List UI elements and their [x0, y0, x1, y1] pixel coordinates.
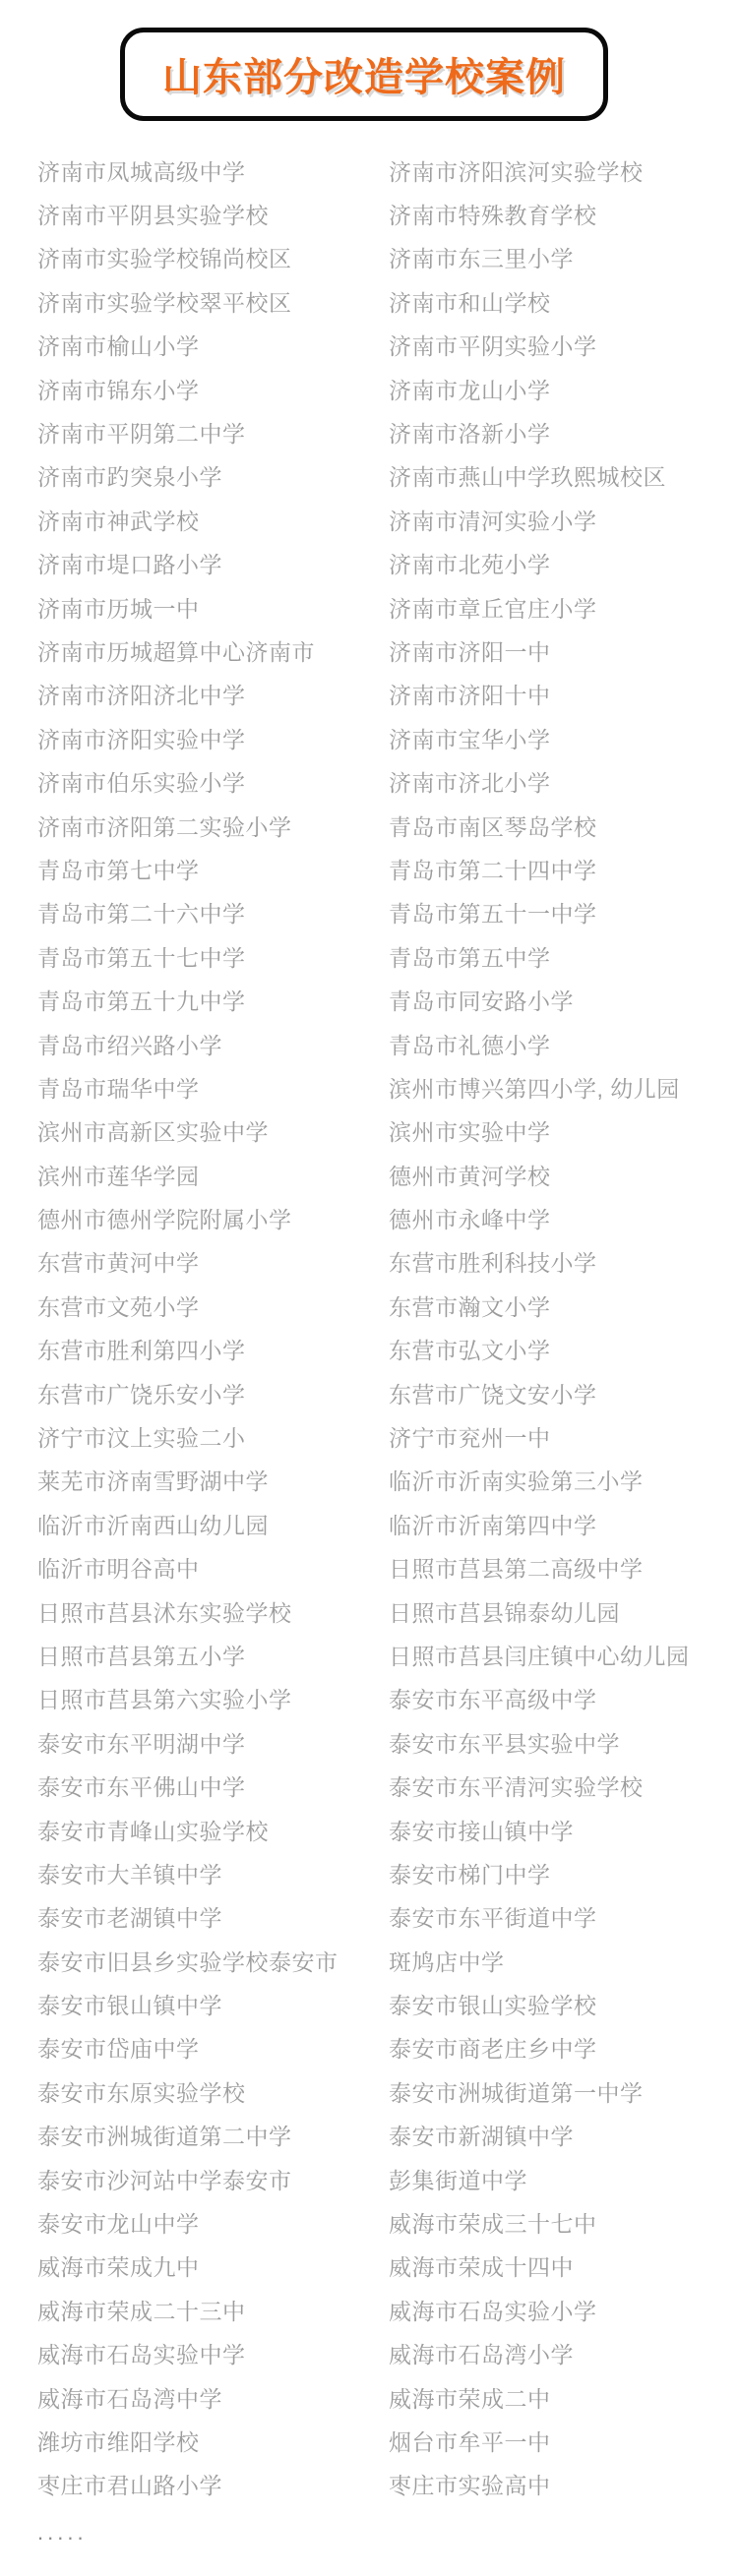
- school-name: 东营市文苑小学: [37, 1293, 200, 1320]
- school-name: 济南市平阴实验小学: [389, 333, 597, 360]
- school-name: 泰安市岱庙中学: [37, 2036, 200, 2063]
- school-name: 威海市荣成二十三中: [37, 2298, 246, 2324]
- school-name: 临沂市明谷高中: [37, 1556, 200, 1583]
- school-name: 日照市莒县闫庄镇中心幼儿园: [389, 1643, 690, 1669]
- school-name: 泰安市东平明湖中学: [37, 1730, 246, 1757]
- school-name: 济南市济阳济北中学: [37, 683, 246, 709]
- ellipsis-more-indicator: .....: [37, 2520, 88, 2546]
- school-name: 泰安市青峰山实验学校: [37, 1818, 269, 1844]
- school-name: 烟台市牟平一中: [389, 2429, 551, 2455]
- school-name: 青岛市第五中学: [389, 944, 551, 971]
- school-name: 威海市荣成二中: [389, 2385, 551, 2412]
- school-name: 青岛市第二十四中学: [389, 857, 597, 883]
- page-title: 山东部分改造学校案例: [162, 56, 566, 99]
- school-name: 泰安市东平清河实验学校: [389, 1774, 644, 1801]
- school-name: 德州市德州学院附属小学: [37, 1207, 292, 1233]
- school-name: 东营市弘文小学: [389, 1338, 551, 1364]
- school-name: 济南市神武学校: [37, 508, 200, 534]
- school-name: 东营市广饶文安小学: [389, 1381, 597, 1408]
- school-name: 泰安市梯门中学: [389, 1861, 551, 1887]
- school-name: 济南市洛新小学: [389, 421, 551, 448]
- school-name: 济南市和山学校: [389, 289, 551, 316]
- school-name: 济南市实验学校锦尚校区: [37, 246, 292, 272]
- school-name: 日照市莒县第六实验小学: [37, 1687, 292, 1713]
- school-name: 济南市燕山中学玖熙城校区: [389, 464, 666, 491]
- school-name: 威海市石岛实验中学: [37, 2342, 246, 2368]
- school-name: 泰安市商老庄乡中学: [389, 2036, 597, 2063]
- school-name: 济宁市兖州一中: [389, 1425, 551, 1452]
- school-name: 济南市济阳十中: [389, 683, 551, 709]
- school-name: 济南市历城一中: [37, 595, 200, 622]
- school-name: 东营市广饶乐安小学: [37, 1381, 246, 1408]
- school-name: 威海市荣成九中: [37, 2254, 200, 2281]
- school-name: 威海市石岛湾小学: [389, 2342, 574, 2368]
- school-name: 东营市瀚文小学: [389, 1293, 551, 1320]
- school-list-left-column: [37, 149, 389, 2506]
- school-name: 泰安市旧县乡实验学校泰安市: [37, 1948, 338, 1975]
- school-name: 泰安市东平佛山中学: [37, 1774, 246, 1801]
- school-name: 滨州市莲华学园: [37, 1163, 200, 1189]
- school-name: 济南市伯乐实验小学: [37, 770, 246, 797]
- school-name: 青岛市绍兴路小学: [37, 1032, 222, 1058]
- school-name: 泰安市东平高级中学: [389, 1687, 597, 1713]
- school-list: [0, 149, 738, 2506]
- school-name: 临沂市沂南西山幼儿园: [37, 1512, 269, 1538]
- title-box: [120, 28, 608, 121]
- school-name: 日照市莒县第二高级中学: [389, 1556, 644, 1583]
- school-name: 济南市平阴县实验学校: [37, 203, 269, 229]
- school-name: 东营市黄河中学: [37, 1250, 200, 1277]
- school-name: 泰安市大羊镇中学: [37, 1861, 222, 1887]
- school-name: 枣庄市君山路小学: [37, 2473, 222, 2499]
- school-name: 东营市胜利第四小学: [37, 1338, 246, 1364]
- school-name: 泰安市银山镇中学: [37, 1993, 222, 2019]
- school-name: 济南市章丘官庄小学: [389, 595, 597, 622]
- school-name: 济南市实验学校翠平校区: [37, 289, 292, 316]
- school-name: 济南市清河实验小学: [389, 508, 597, 534]
- school-name: 济南市龙山小学: [389, 377, 551, 403]
- school-name: 济南市北苑小学: [389, 552, 551, 578]
- school-name: 济南市趵突泉小学: [37, 464, 222, 491]
- school-name: 青岛市南区琴岛学校: [389, 813, 597, 840]
- school-name: 威海市荣成十四中: [389, 2254, 574, 2281]
- school-name: 泰安市新湖镇中学: [389, 2124, 574, 2150]
- school-name: 威海市石岛实验小学: [389, 2298, 597, 2324]
- school-name: 德州市永峰中学: [389, 1207, 551, 1233]
- school-name: 滨州市博兴第四小学, 幼儿园: [389, 1075, 680, 1102]
- school-name: 莱芜市济南雪野湖中学: [37, 1468, 269, 1495]
- school-name: 济南市榆山小学: [37, 333, 200, 360]
- school-name: 青岛市瑞华中学: [37, 1075, 200, 1102]
- school-name: 日照市莒县锦泰幼儿园: [389, 1599, 620, 1626]
- school-name: 青岛市礼德小学: [389, 1032, 551, 1058]
- school-name: 济南市特殊教育学校: [389, 203, 597, 229]
- school-name: 济南市宝华小学: [389, 726, 551, 752]
- school-name: 青岛市第五十一中学: [389, 901, 597, 928]
- school-name: 泰安市老湖镇中学: [37, 1905, 222, 1932]
- school-name: 日照市莒县沭东实验学校: [37, 1599, 292, 1626]
- school-name: 滨州市高新区实验中学: [37, 1119, 269, 1146]
- school-name: 斑鸠店中学: [389, 1948, 505, 1975]
- school-name: 泰安市银山实验学校: [389, 1993, 597, 2019]
- school-name: 泰安市东平县实验中学: [389, 1730, 620, 1757]
- school-name: 泰安市洲城街道第一中学: [389, 2079, 644, 2106]
- school-name: 潍坊市维阳学校: [37, 2429, 200, 2455]
- school-name: 青岛市第五十七中学: [37, 944, 246, 971]
- school-name: 济宁市汶上实验二小: [37, 1425, 246, 1452]
- school-name: 济南市济阳实验中学: [37, 726, 246, 752]
- school-name: 济南市凤城高级中学: [37, 158, 246, 185]
- school-name: 滨州市实验中学: [389, 1119, 551, 1146]
- school-name: 济南市堤口路小学: [37, 552, 222, 578]
- school-name: 临沂市沂南第四中学: [389, 1512, 597, 1538]
- school-name: 青岛市同安路小学: [389, 988, 574, 1015]
- school-name: 济南市锦东小学: [37, 377, 200, 403]
- school-name: 青岛市第七中学: [37, 857, 200, 883]
- school-name: 泰安市东原实验学校: [37, 2079, 246, 2106]
- school-name: 济南市济阳滨河实验学校: [389, 158, 644, 185]
- school-name: 泰安市东平街道中学: [389, 1905, 597, 1932]
- school-list-right-column: [389, 149, 728, 2506]
- school-name: 济南市济阳一中: [389, 638, 551, 665]
- school-name: 日照市莒县第五小学: [37, 1643, 246, 1669]
- school-name: 青岛市第五十九中学: [37, 988, 246, 1015]
- school-name: 泰安市沙河站中学泰安市: [37, 2167, 292, 2193]
- school-name: 彭集街道中学: [389, 2167, 527, 2193]
- school-name: 济南市平阴第二中学: [37, 421, 246, 448]
- school-name: 青岛市第二十六中学: [37, 901, 246, 928]
- school-name: 泰安市接山镇中学: [389, 1818, 574, 1844]
- school-name: 威海市荣成三十七中: [389, 2211, 597, 2238]
- school-name: 济南市济阳第二实验小学: [37, 813, 292, 840]
- school-name: 济南市济北小学: [389, 770, 551, 797]
- school-name: 德州市黄河学校: [389, 1163, 551, 1189]
- school-name: 临沂市沂南实验第三小学: [389, 1468, 644, 1495]
- school-name: 泰安市洲城街道第二中学: [37, 2124, 292, 2150]
- school-name: 东营市胜利科技小学: [389, 1250, 597, 1277]
- school-name: 威海市石岛湾中学: [37, 2385, 222, 2412]
- school-name: 济南市东三里小学: [389, 246, 574, 272]
- school-name: 枣庄市实验高中: [389, 2473, 551, 2499]
- school-name: 济南市历城超算中心济南市: [37, 638, 315, 665]
- school-name: 泰安市龙山中学: [37, 2211, 200, 2238]
